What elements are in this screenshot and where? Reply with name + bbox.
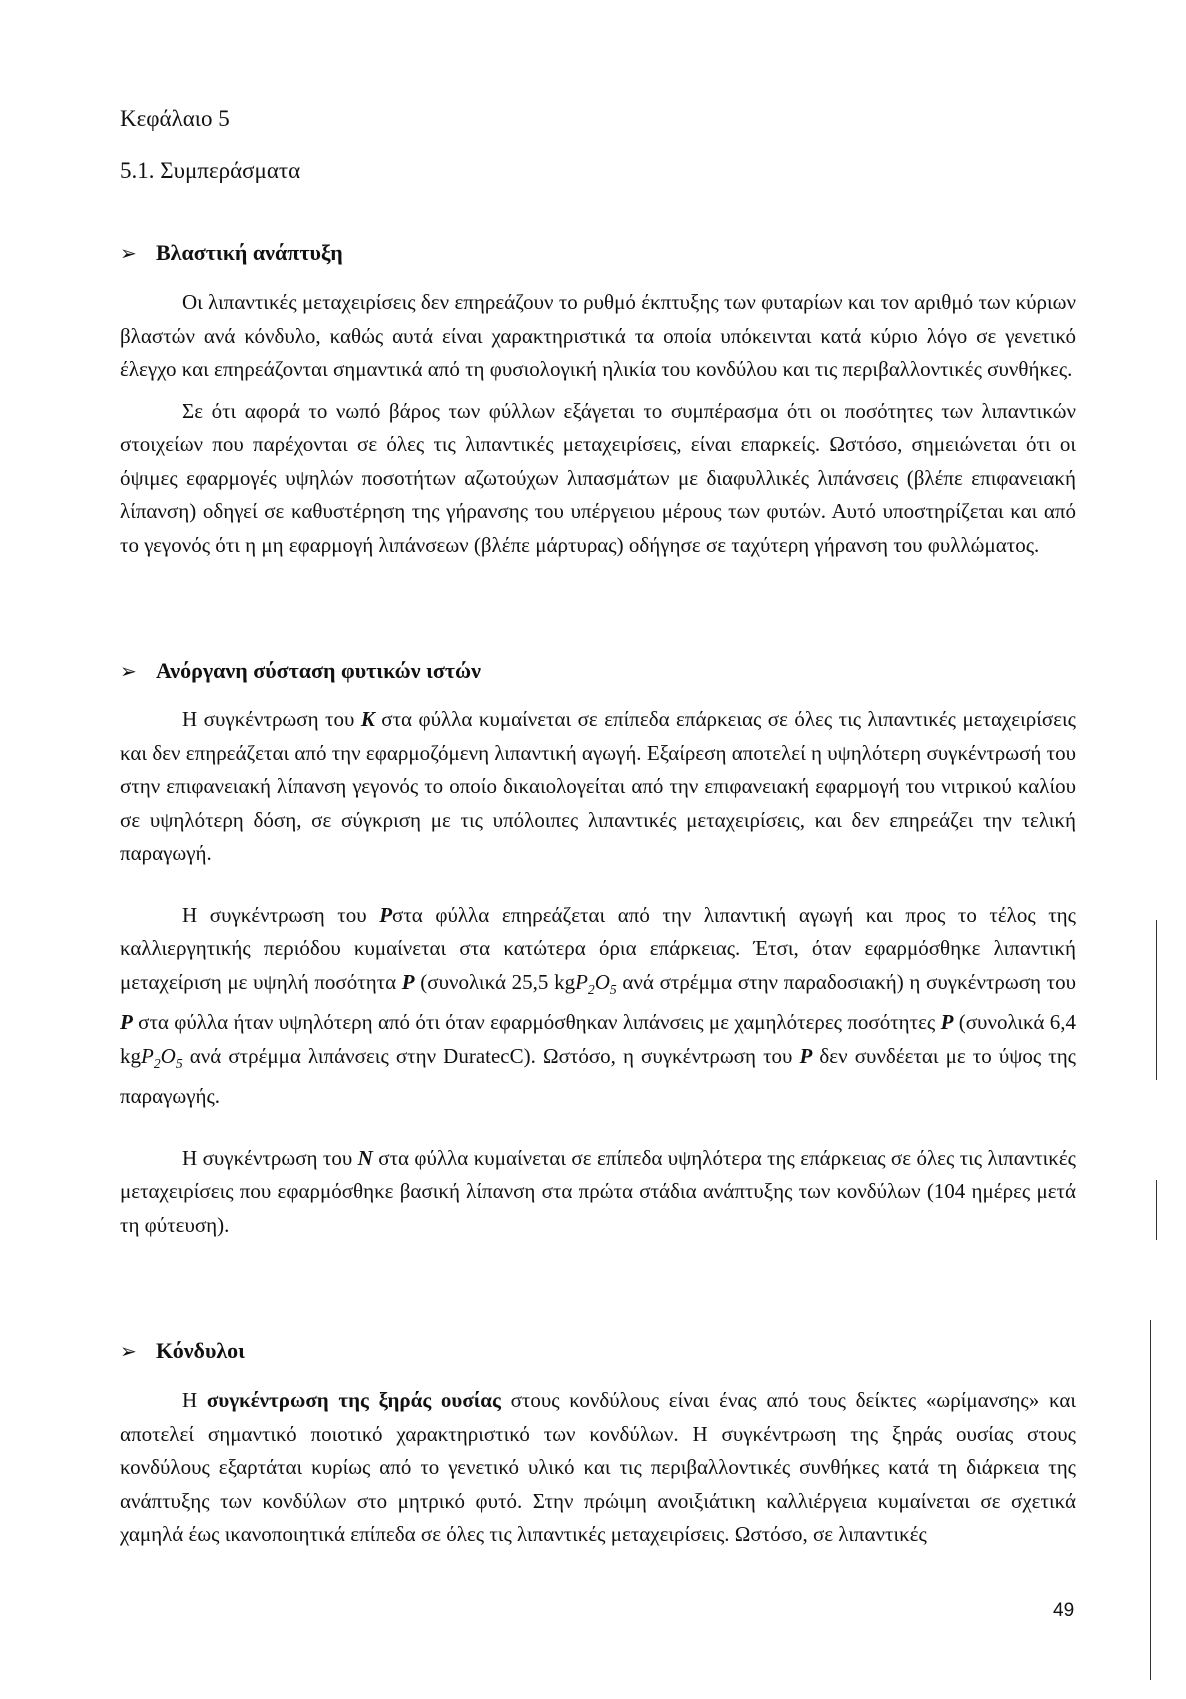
scan-artifact-line: [1150, 1320, 1151, 1680]
text-run: (συνολικά 6,4 kg: [120, 1010, 1076, 1068]
arrow-bullet-icon: ➢: [120, 1339, 137, 1363]
text-run: στους κονδύλους είναι ένας από τους δείκτες «ωρίμανσης» και αποτελεί σημαντικό ποιοτικό χαρακτηριστικό των κονδύλων. Η συγκέντρωση της ξηράς ουσίας στους κονδύλους εξαρτάται κυρίως από το γενετικό υλικό και τις περιβαλλοντικές συνθήκες κατά τη διάρκεια της ανάπτυξης των κονδύλων στο μητρικό φυτό. Στην πρώιμη ανοιξιάτικη καλλιέργεια κυμαίνεται σε σχετικά χαμηλά έως ικανοποιητικά επίπεδα σε όλες τις λιπαντικές μεταχειρίσεις. Ωστόσο, σε λιπαντικές: [120, 1388, 1076, 1546]
heading-vegetative-growth: [120, 240, 343, 266]
scan-artifact-line: [1156, 1180, 1157, 1240]
heading-text: Κόνδυλοι: [156, 1338, 245, 1363]
text-run: στα φύλλα κυμαίνεται σε επίπεδα επάρκειας σε όλες τις λιπαντικές μεταχειρίσεις και δεν επηρεάζεται από την εφαρμοζόμενη λιπαντική αγωγή. Εξαίρεση αποτελεί η υψηλότερη συγκέντρωσή του στην επιφανειακή λίπανση γεγονός το οποίο δικαιολογείται από την επιφανειακή εφαρμογή του νιτρικού καλίου σε υψηλότερη δόση, σε σύγκριση με τις υπόλοιπες λιπαντικές μεταχειρίσεις, και δεν επηρεάζει την τελική παραγωγή.: [120, 707, 1076, 865]
heading-text: Βλαστική ανάπτυξη: [156, 240, 343, 265]
text-run: Η συγκέντρωση του: [182, 902, 380, 927]
text-run: ανά στρέμμα λιπάνσεις στην DuratecC). Ωστόσο, η συγκέντρωση του: [182, 1043, 800, 1068]
paragraph: [120, 703, 1076, 871]
formula: $P_2O_5$: [141, 1043, 183, 1071]
section-inorganic-composition-body: [120, 703, 1076, 1242]
scan-artifact-line: [1156, 920, 1157, 1080]
text-run: στα φύλλα ήταν υψηλότερη από ότι όταν εφαρμόσθηκαν λιπάνσεις με χαμηλότερες ποσότητες: [132, 1010, 941, 1035]
section-vegetative-growth-body: [120, 286, 1076, 562]
heading-tubers: [120, 1338, 245, 1364]
element-symbol: P: [799, 1043, 813, 1068]
chapter-label: Κεφάλαιο 5: [120, 106, 230, 131]
element-symbol: P: [120, 1010, 133, 1035]
arrow-bullet-icon: ➢: [120, 241, 137, 265]
text-run: στα φύλλα επηρεάζεται από την λιπαντική αγωγή και προς το τέλος της καλλιεργητικής περιόδου κυμαίνεται στα κατώτερα όρια επάρκειας. Έτσι, όταν εφαρμόσθηκε λιπαντική μεταχείριση με υψηλή ποσότητα: [120, 902, 1076, 994]
heading-text: Ανόργανη σύσταση φυτικών ιστών: [156, 658, 481, 683]
text-run: Η συγκέντρωση του: [182, 707, 361, 731]
formula: $P_2O_5$: [575, 969, 617, 997]
text-run: στα φύλλα κυμαίνεται σε επίπεδα υψηλότερα της επάρκειας σε όλες τις λιπαντικές μεταχειρίσεις που εφαρμόσθηκε βασική λίπανση στα πρώτα στάδια ανάπτυξης των κονδύλων (104 ημέρες μετά τη φύτευση).: [120, 1145, 1076, 1237]
element-symbol: Κ: [360, 707, 375, 731]
element-symbol: N: [357, 1145, 373, 1170]
paragraph: [120, 899, 1076, 1114]
section-tubers-body: [120, 1384, 1076, 1552]
bold-term: συγκέντρωση της ξηράς ουσίας: [206, 1388, 501, 1412]
text-run: δεν συνδέεται με το ύψος της παραγωγής.: [120, 1043, 1076, 1109]
element-symbol: P: [940, 1010, 954, 1035]
paragraph: [120, 1142, 1076, 1243]
element-symbol: P: [379, 902, 393, 927]
arrow-bullet-icon: ➢: [120, 659, 137, 683]
text-run: (συνολικά 25,5 kg: [414, 969, 576, 994]
paragraph: [120, 1384, 1076, 1552]
page-number: 49: [1053, 1600, 1075, 1621]
section-title: 5.1. Συμπεράσματα: [120, 158, 301, 183]
text-run: Η συγκέντρωση του: [182, 1145, 358, 1170]
text-run: Η: [182, 1388, 207, 1412]
heading-inorganic-composition: [120, 658, 481, 684]
text-run: ανά στρέμμα στην παραδοσιακή) η συγκέντρωση του: [616, 969, 1077, 994]
element-symbol: P: [401, 969, 415, 994]
paragraph: Σε ότι αφορά το νωπό βάρος των φύλλων εξάγεται το συμπέρασμα ότι οι ποσότητες των λιπαντικών στοιχείων που παρέχονται σε όλες τις λιπαντικές μεταχειρίσεις, είναι επαρκείς. Ωστόσο, σημειώνεται ότι οι όψιμες εφαρμογές υψηλών ποσοτήτων αζωτούχων λιπασμάτων με διαφυλλικές λιπάνσεις (βλέπε επιφανειακή λίπανση) οδηγεί σε καθυστέρηση της γήρανσης του υπέργειου μέρους των φυτών. Αυτό υποστηρίζεται και από το γεγονός ότι η μη εφαρμογή λιπάνσεων (βλέπε μάρτυρας) οδήγησε σε ταχύτερη γήρανση του φυλλώματος.: [120, 398, 1076, 557]
paragraph: Οι λιπαντικές μεταχειρίσεις δεν επηρεάζουν το ρυθμό έκπτυξης των φυταρίων και τον αριθμό των κύριων βλαστών ανά κόνδυλο, καθώς αυτά είναι χαρακτηριστικά τα οποία υπόκεινται κατά κύριο λόγο σε γενετικό έλεγχο και επηρεάζονται σημαντικά από τη φυσιολογική ηλικία του κονδύλου και τις περιβαλλοντικές συνθήκες.: [120, 290, 1076, 381]
